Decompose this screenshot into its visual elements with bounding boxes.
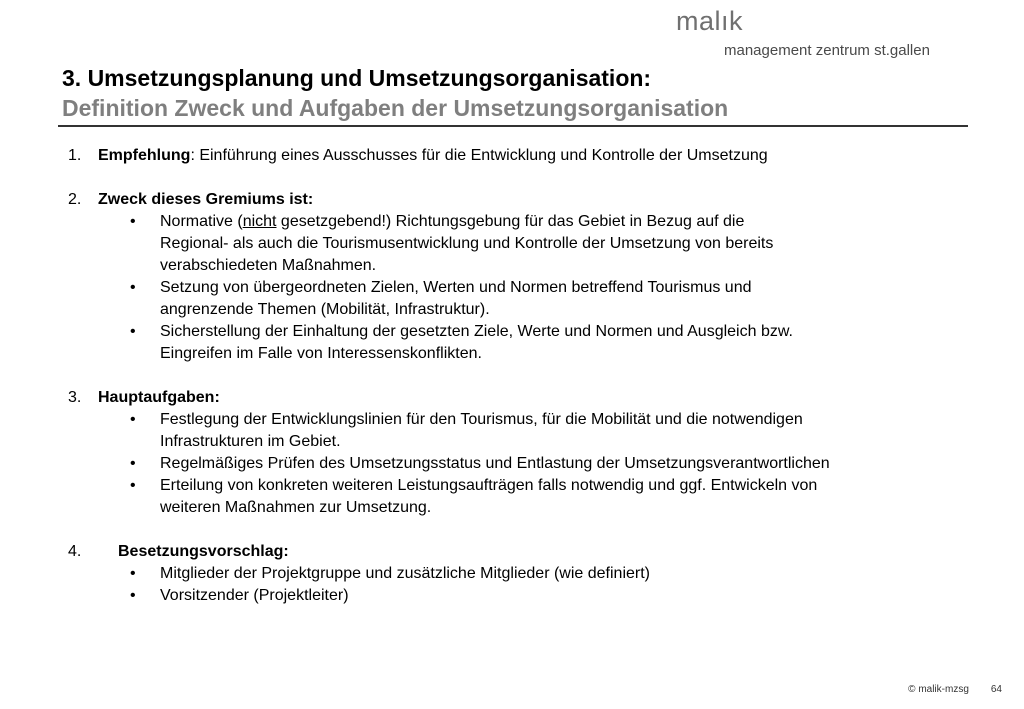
item-text: Mitglieder der Projektgruppe und zusätzliche Mitglieder (wie definiert): [160, 565, 651, 582]
section-heading: Empfehlung: [98, 147, 191, 164]
item-text: Erteilung von konkreten weiteren Leistungsaufträgen falls notwendig und ggf. Entwickeln von: [160, 477, 818, 494]
section-heading: Besetzungsvorschlag:: [118, 543, 289, 560]
bullet-icon: •: [130, 411, 136, 428]
malik-logo: [676, 6, 976, 58]
list-item: [130, 563, 968, 585]
slide-content: [68, 145, 968, 629]
item-text: Infrastrukturen im Gebiet.: [160, 433, 341, 450]
section-number: 1.: [68, 147, 82, 164]
list-item: [130, 475, 968, 519]
logo-subtitle: management zentrum st.gallen: [724, 42, 930, 59]
bullet-icon: •: [130, 323, 136, 340]
bullet-icon: •: [130, 477, 136, 494]
bullet-icon: •: [130, 565, 136, 582]
item-text: Setzung von übergeordneten Zielen, Werten und Normen betreffend Tourismus und: [160, 279, 752, 296]
section-purpose: [68, 189, 968, 365]
section-number: 3.: [68, 389, 82, 406]
item-text: Festlegung der Entwicklungslinien für den Tourismus, für die Mobilität und die notwendigen: [160, 411, 803, 428]
list-item: [130, 211, 968, 277]
item-text: Regional- als auch die Tourismusentwicklung und Kontrolle der Umsetzung von bereits: [160, 235, 774, 252]
item-text: verabschiedeten Maßnahmen.: [160, 257, 377, 274]
slide-footer: [908, 684, 1002, 695]
item-text: Eingreifen im Falle von Interessenskonflikten.: [160, 345, 482, 362]
underlined-text: nicht: [242, 213, 277, 230]
list-item: [130, 585, 968, 607]
list-item: [130, 321, 968, 365]
slide-header: [62, 63, 968, 123]
list-item: [130, 453, 968, 475]
section-heading: Hauptaufgaben:: [98, 389, 220, 406]
logo-wordmark: malık: [676, 6, 744, 36]
item-text: weiteren Maßnahmen zur Umsetzung.: [160, 499, 432, 516]
bullet-icon: •: [130, 587, 136, 604]
copyright-text: © malik-mzsg: [908, 684, 969, 695]
item-text: Normative (: [160, 213, 243, 230]
bullet-icon: •: [130, 213, 136, 230]
bullet-icon: •: [130, 279, 136, 296]
section-recommendation: [68, 145, 968, 167]
item-text: Regelmäßiges Prüfen des Umsetzungsstatus und Entlastung der Umsetzungsverantwortlichen: [160, 455, 830, 472]
slide-title: 3. Umsetzungsplanung und Umsetzungsorganisation:: [62, 65, 652, 91]
slide-subtitle: Definition Zweck und Aufgaben der Umsetzungsorganisation: [62, 95, 729, 121]
header-divider: [58, 125, 968, 127]
item-text: angrenzende Themen (Mobilität, Infrastruktur).: [160, 301, 490, 318]
page-number: 64: [990, 684, 1002, 695]
section-staffing: [68, 541, 968, 607]
section-number: 2.: [68, 191, 82, 208]
bullet-icon: •: [130, 455, 136, 472]
section-main-tasks: [68, 387, 968, 519]
section-number: 4.: [68, 543, 82, 560]
item-text: gesetzgebend!) Richtungsgebung für das Gebiet in Bezug auf die: [276, 213, 745, 230]
item-text: Vorsitzender (Projektleiter): [160, 587, 349, 604]
item-text: Sicherstellung der Einhaltung der gesetzten Ziele, Werte und Normen und Ausgleich bzw.: [160, 323, 793, 340]
list-item: [130, 277, 968, 321]
section-heading: Zweck dieses Gremiums ist:: [98, 191, 314, 208]
list-item: [130, 409, 968, 453]
section-text: : Einführung eines Ausschusses für die Entwicklung und Kontrolle der Umsetzung: [190, 147, 768, 164]
